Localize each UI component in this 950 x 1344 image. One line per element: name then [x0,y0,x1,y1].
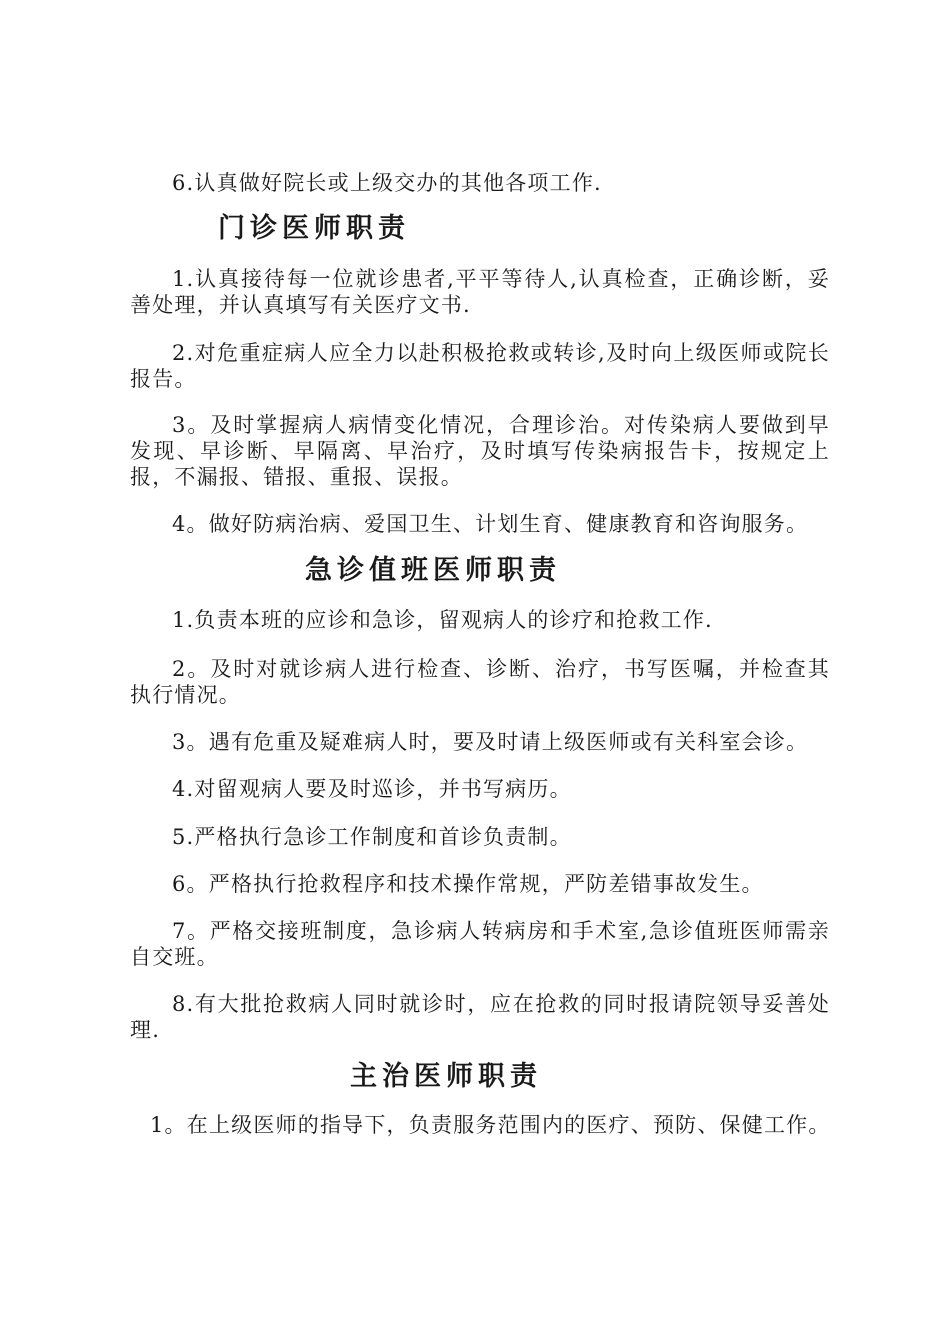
outpatient-item-1: 1.认真接待每一位就诊患者,平平等待人,认真检查，正确诊断，妥善处理，并认真填写有关医疗文书. [130,267,830,317]
section-heading-attending: 主治医师职责 [350,1061,542,1092]
outpatient-item-3: 3。及时掌握病人病情变化情况，合理诊治。对传染病人要做到早发现、早诊断、早隔离、早治疗，及时填写传染病报告卡，按规定上报，不漏报、错报、重报、误报。 [130,413,830,489]
emergency-item-2: 2。及时对就诊病人进行检查、诊断、治疗，书写医嘱，并检查其执行情况。 [130,657,830,707]
outpatient-item-4: 4。做好防病治病、爱国卫生、计划生育、健康教育和咨询服务。 [172,512,809,536]
emergency-item-1: 1.负责本班的应诊和急诊，留观病人的诊疗和抢救工作. [172,608,713,632]
emergency-item-3: 3。遇有危重及疑难病人时，要及时请上级医师或有关科室会诊。 [172,730,809,754]
emergency-item-5: 5.严格执行急诊工作制度和首诊负责制。 [172,825,572,849]
section-heading-emergency: 急诊值班医师职责 [305,555,561,586]
intro-item: 6.认真做好院长或上级交办的其他各项工作. [172,171,602,195]
emergency-item-4: 4.对留观病人要及时巡诊，并书写病历。 [172,777,572,801]
emergency-item-8: 8.有大批抢救病人同时就诊时，应在抢救的同时报请院领导妥善处理. [130,992,830,1042]
attending-item-1: 1。在上级医师的指导下，负责服务范围内的医疗、预防、保健工作。 [150,1113,831,1137]
section-heading-outpatient: 门诊医师职责 [218,213,410,244]
outpatient-item-2: 2.对危重症病人应全力以赴积极抢救或转诊,及时向上级医师或院长报告。 [130,341,830,391]
emergency-item-7: 7。严格交接班制度，急诊病人转病房和手术室,急诊值班医师需亲自交班。 [130,919,830,969]
emergency-item-6: 6。严格执行抢救程序和技术操作常规，严防差错事故发生。 [172,872,764,896]
